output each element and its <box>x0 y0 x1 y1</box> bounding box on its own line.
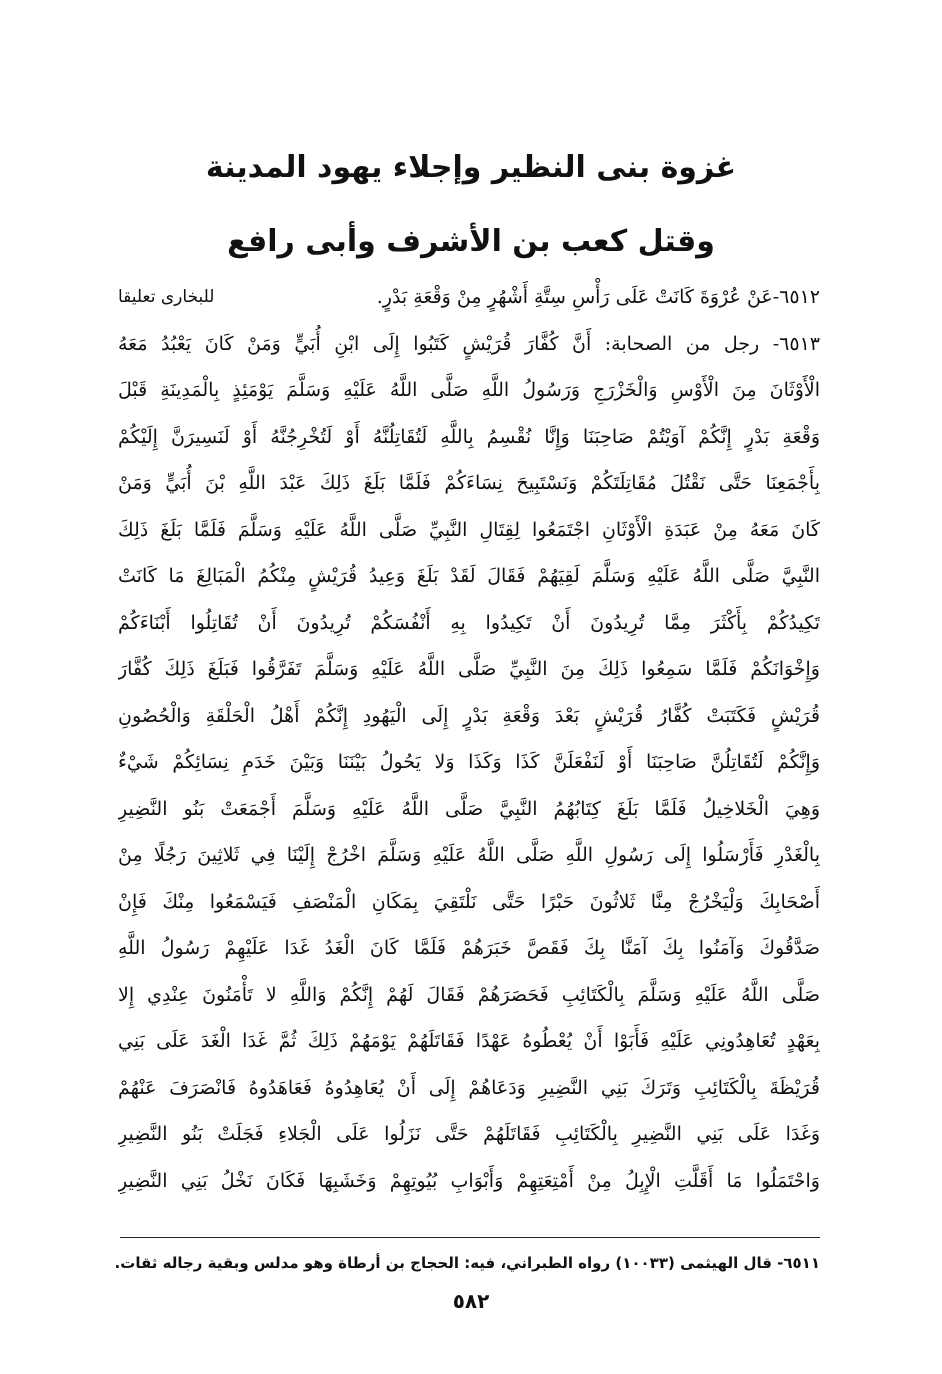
footnote-divider <box>120 1237 820 1238</box>
text-line: بِعَهْدٍ تُعَاهِدُونِي عَلَيْهِ فَأَبَوْا أَنْ يُعْطُوهُ عَهْدًا فَقَاتَلَهُمْ يَوْمَهُمْ ذَلِكَ ثُمَّ غَدَا الْغَدَ عَلَى بَنِي <box>118 1030 820 1052</box>
chapter-subtitle: وقتل كعب بن الأشرف وأبى رافع <box>227 224 715 259</box>
text-line: بِأَجْمَعِنَا حَتَّى نَقْتُلَ مُقَاتِلَتَكُمْ وَنَسْتَبِيحَ نِسَاءَكُمْ فَلَمَّا بَلَغَ ذَلِكَ عَبْدَ اللَّهِ بْنَ أُبَيٍّ وَمَنْ <box>118 472 820 494</box>
hadith-6512-source: للبخارى تعليقا <box>118 287 215 307</box>
page-number: ٥٨٢ <box>452 1289 490 1313</box>
hadith-body <box>118 274 820 1204</box>
text-line: وَغَدَا عَلَى بَنِي النَّضِيرِ بِالْكَتَائِبِ فَقَاتَلَهُمْ حَتَّى نَزَلُوا عَلَى الْجَلاءِ فَجَلَتْ بَنُو النَّضِيرِ <box>118 1123 820 1145</box>
text-line: وَاحْتَمَلُوا مَا أَقَلَّتِ الْإِبِلُ مِنْ أَمْتِعَتِهِمْ وَأَبْوَابِ بُيُوتِهِمْ وَخَشَبِهَا فَكَانَ نَخْلُ بَنِي النَّضِيرِ <box>118 1169 820 1192</box>
text-line: قُرَيْشٍ فَكَتَبَتْ كُفَّارُ قُرَيْشٍ بَعْدَ وَقْعَةِ بَدْرٍ إِلَى الْيَهُودِ إِنَّكُمْ أَهْلُ الْحَلْقَةِ وَالْحُصُونِ <box>118 704 820 727</box>
text-line: وَإِخْوَانَكُمْ فَلَمَّا سَمِعُوا ذَلِكَ مِنَ النَّبِيِّ صَلَّى اللَّهُ عَلَيْهِ وَسَلَّمَ تَفَرَّقُوا فَبَلَغَ ذَلِكَ كُفَّارَ <box>118 658 820 680</box>
text-line: تَكِيدُكُمْ بِأَكْثَرَ مِمَّا تُرِيدُونَ أَنْ تَكِيدُوا بِهِ أَنْفُسَكُمْ تُرِيدُونَ أَنْ تُقَاتِلُوا أَبْنَاءَكُمْ <box>118 611 820 634</box>
text-line: الْأَوْثَانَ مِنَ الْأَوْسِ وَالْخَزْرَجِ وَرَسُولُ اللَّهِ صَلَّى اللَّهُ عَلَيْهِ وَسَلَّمَ يَوْمَئِذٍ بِالْمَدِينَةِ قَبْلَ <box>118 379 820 401</box>
text-line: كَانَ مَعَهُ مِنْ عَبَدَةِ الْأَوْثَانِ اجْتَمَعُوا لِقِتَالِ النَّبِيِّ صَلَّى اللَّهُ عَلَيْهِ وَسَلَّمَ فَلَمَّا بَلَغَ ذَلِكَ <box>118 518 820 541</box>
hadith-6512-line <box>118 274 820 321</box>
footnote: ٦٥١١- قال الهيثمى (١٠٠٣٣) رواه الطبراني، فيه: الحجاج بن أرطاة وهو مدلس وبقية رجاله ثقات. <box>114 1254 820 1272</box>
text-line: وَقْعَةِ بَدْرٍ إِنَّكُمْ آوَيْتُمْ صَاحِبَنَا وَإِنَّا نُقْسِمُ بِاللَّهِ لَتُقَاتِلُنَّهُ أَوْ لَتُخْرِجُنَّهُ أَوْ لَنَسِيرَنَّ إِلَيْكُمْ <box>118 425 820 448</box>
text-line: ٦٥١٣- رجل من الصحابة: أَنَّ كُفَّارَ قُرَيْشٍ كَتَبُوا إِلَى ابْنِ أُبَيٍّ وَمَنْ كَانَ يَعْبُدُ مَعَهُ <box>118 332 820 355</box>
text-line: وَهِيَ الْخَلاخِيلُ فَلَمَّا بَلَغَ كِتَابُهُمُ النَّبِيَّ صَلَّى اللَّهُ عَلَيْهِ وَسَلَّمَ أَجْمَعَتْ بَنُو النَّضِيرِ <box>118 797 820 820</box>
text-line: صَدَّقُوكَ وَآمَنُوا بِكَ آمَنَّا بِكَ فَقَصَّ خَبَرَهُمْ فَلَمَّا كَانَ الْغَدُ غَدَا عَلَيْهِمْ رَسُولُ اللَّهِ <box>118 937 820 959</box>
text-line: وَإِنَّكُمْ لَتُقَاتِلُنَّ صَاحِبَنَا أَوْ لَنَفْعَلَنَّ كَذَا وَكَذَا وَلا يَحُولُ بَيْنَنَا وَبَيْنَ خَدَمِ نِسَائِكُمْ شَيْءٌ <box>118 751 820 773</box>
text-line: النَّبِيَّ صَلَّى اللَّهُ عَلَيْهِ وَسَلَّمَ لَقِيَهُمْ فَقَالَ لَقَدْ بَلَغَ وَعِيدُ قُرَيْشٍ مِنْكُمُ الْمَبَالِغَ مَا كَانَتْ <box>118 565 820 587</box>
chapter-title: غزوة بنى النظير وإجلاء يهود المدينة <box>205 150 737 185</box>
text-line: بِالْغَدْرِ فَأَرْسَلُوا إِلَى رَسُولِ اللَّهِ صَلَّى اللَّهُ عَلَيْهِ وَسَلَّمَ اخْرُجْ إِلَيْنَا فِي ثَلاثِينَ رَجُلًا مِنْ <box>118 844 820 866</box>
text-line: أَصْحَابِكَ وَلْيَخْرُجْ مِنَّا ثَلاثُونَ حَبْرًا حَتَّى نَلْتَقِيَ بِمَكَانِ الْمَنْصَفِ فَيَسْمَعُوا مِنْكَ فَإِنْ <box>118 890 820 913</box>
text-line: صَلَّى اللَّهُ عَلَيْهِ وَسَلَّمَ بِالْكَتَائِبِ فَحَصَرَهُمْ فَقَالَ لَهُمْ إِنَّكُمْ وَاللَّهِ لا تَأْمَنُونَ عِنْدِي إِلا <box>118 983 820 1006</box>
text-line: قُرَيْظَةَ بِالْكَتَائِبِ وَتَرَكَ بَنِي النَّضِيرِ وَدَعَاهُمْ إِلَى أَنْ يُعَاهِدُوهُ فَعَاهَدُوهُ فَانْصَرَفَ عَنْهُمْ <box>118 1076 820 1099</box>
hadith-6512-text: ٦٥١٢-عَنْ عُرْوَةَ كَانَتْ عَلَى رَأْسِ سِتَّةِ أَشْهُرٍ مِنْ وَقْعَةِ بَدْرٍ. <box>376 286 820 308</box>
